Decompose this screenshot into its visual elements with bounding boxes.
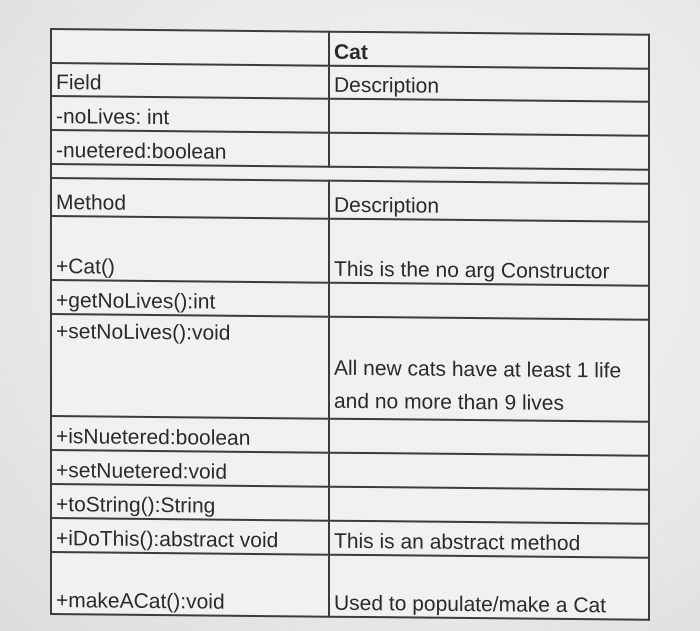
method-description: Used to populate/make a Cat (329, 555, 649, 620)
field-row (51, 130, 649, 170)
method-name: +getNoLives():int (51, 280, 329, 317)
field-header: Field (51, 63, 329, 99)
method-name: +isNuetered:boolean (51, 416, 329, 453)
method-name: +setNoLives():void (51, 314, 329, 419)
method-description (329, 453, 649, 490)
method-description: All new cats have at least 1 life and no more than 9 lives (329, 317, 649, 422)
title-row (51, 29, 649, 69)
method-row (51, 416, 649, 456)
method-row (51, 484, 649, 524)
method-row (51, 216, 649, 286)
method-row (51, 314, 649, 422)
class-name: Cat (329, 32, 649, 69)
field-description (329, 133, 649, 170)
field-name: -noLives: int (51, 96, 329, 133)
method-header-row (51, 178, 649, 222)
method-name: +Cat() (51, 216, 329, 283)
field-description-header: Description (329, 66, 649, 102)
method-description-header: Description (329, 181, 649, 222)
field-description (329, 99, 649, 136)
method-name: +toString():String (51, 484, 329, 521)
uml-class-table (50, 28, 650, 621)
method-name: +setNuetered:void (51, 450, 329, 487)
field-row (51, 96, 649, 136)
method-description (329, 283, 649, 320)
method-row (51, 280, 649, 320)
method-row (51, 450, 649, 490)
method-row (51, 552, 649, 620)
title-left-cell (51, 29, 329, 66)
method-description: This is an abstract method (329, 521, 649, 558)
field-name: -nuetered:boolean (51, 130, 329, 167)
method-description (329, 487, 649, 524)
method-name: +iDoThis():abstract void (51, 518, 329, 555)
method-header: Method (51, 178, 329, 219)
method-name: +makeACat():void (51, 552, 329, 617)
method-description: This is the no arg Constructor (329, 219, 649, 286)
method-description (329, 419, 649, 456)
method-row (51, 518, 649, 558)
